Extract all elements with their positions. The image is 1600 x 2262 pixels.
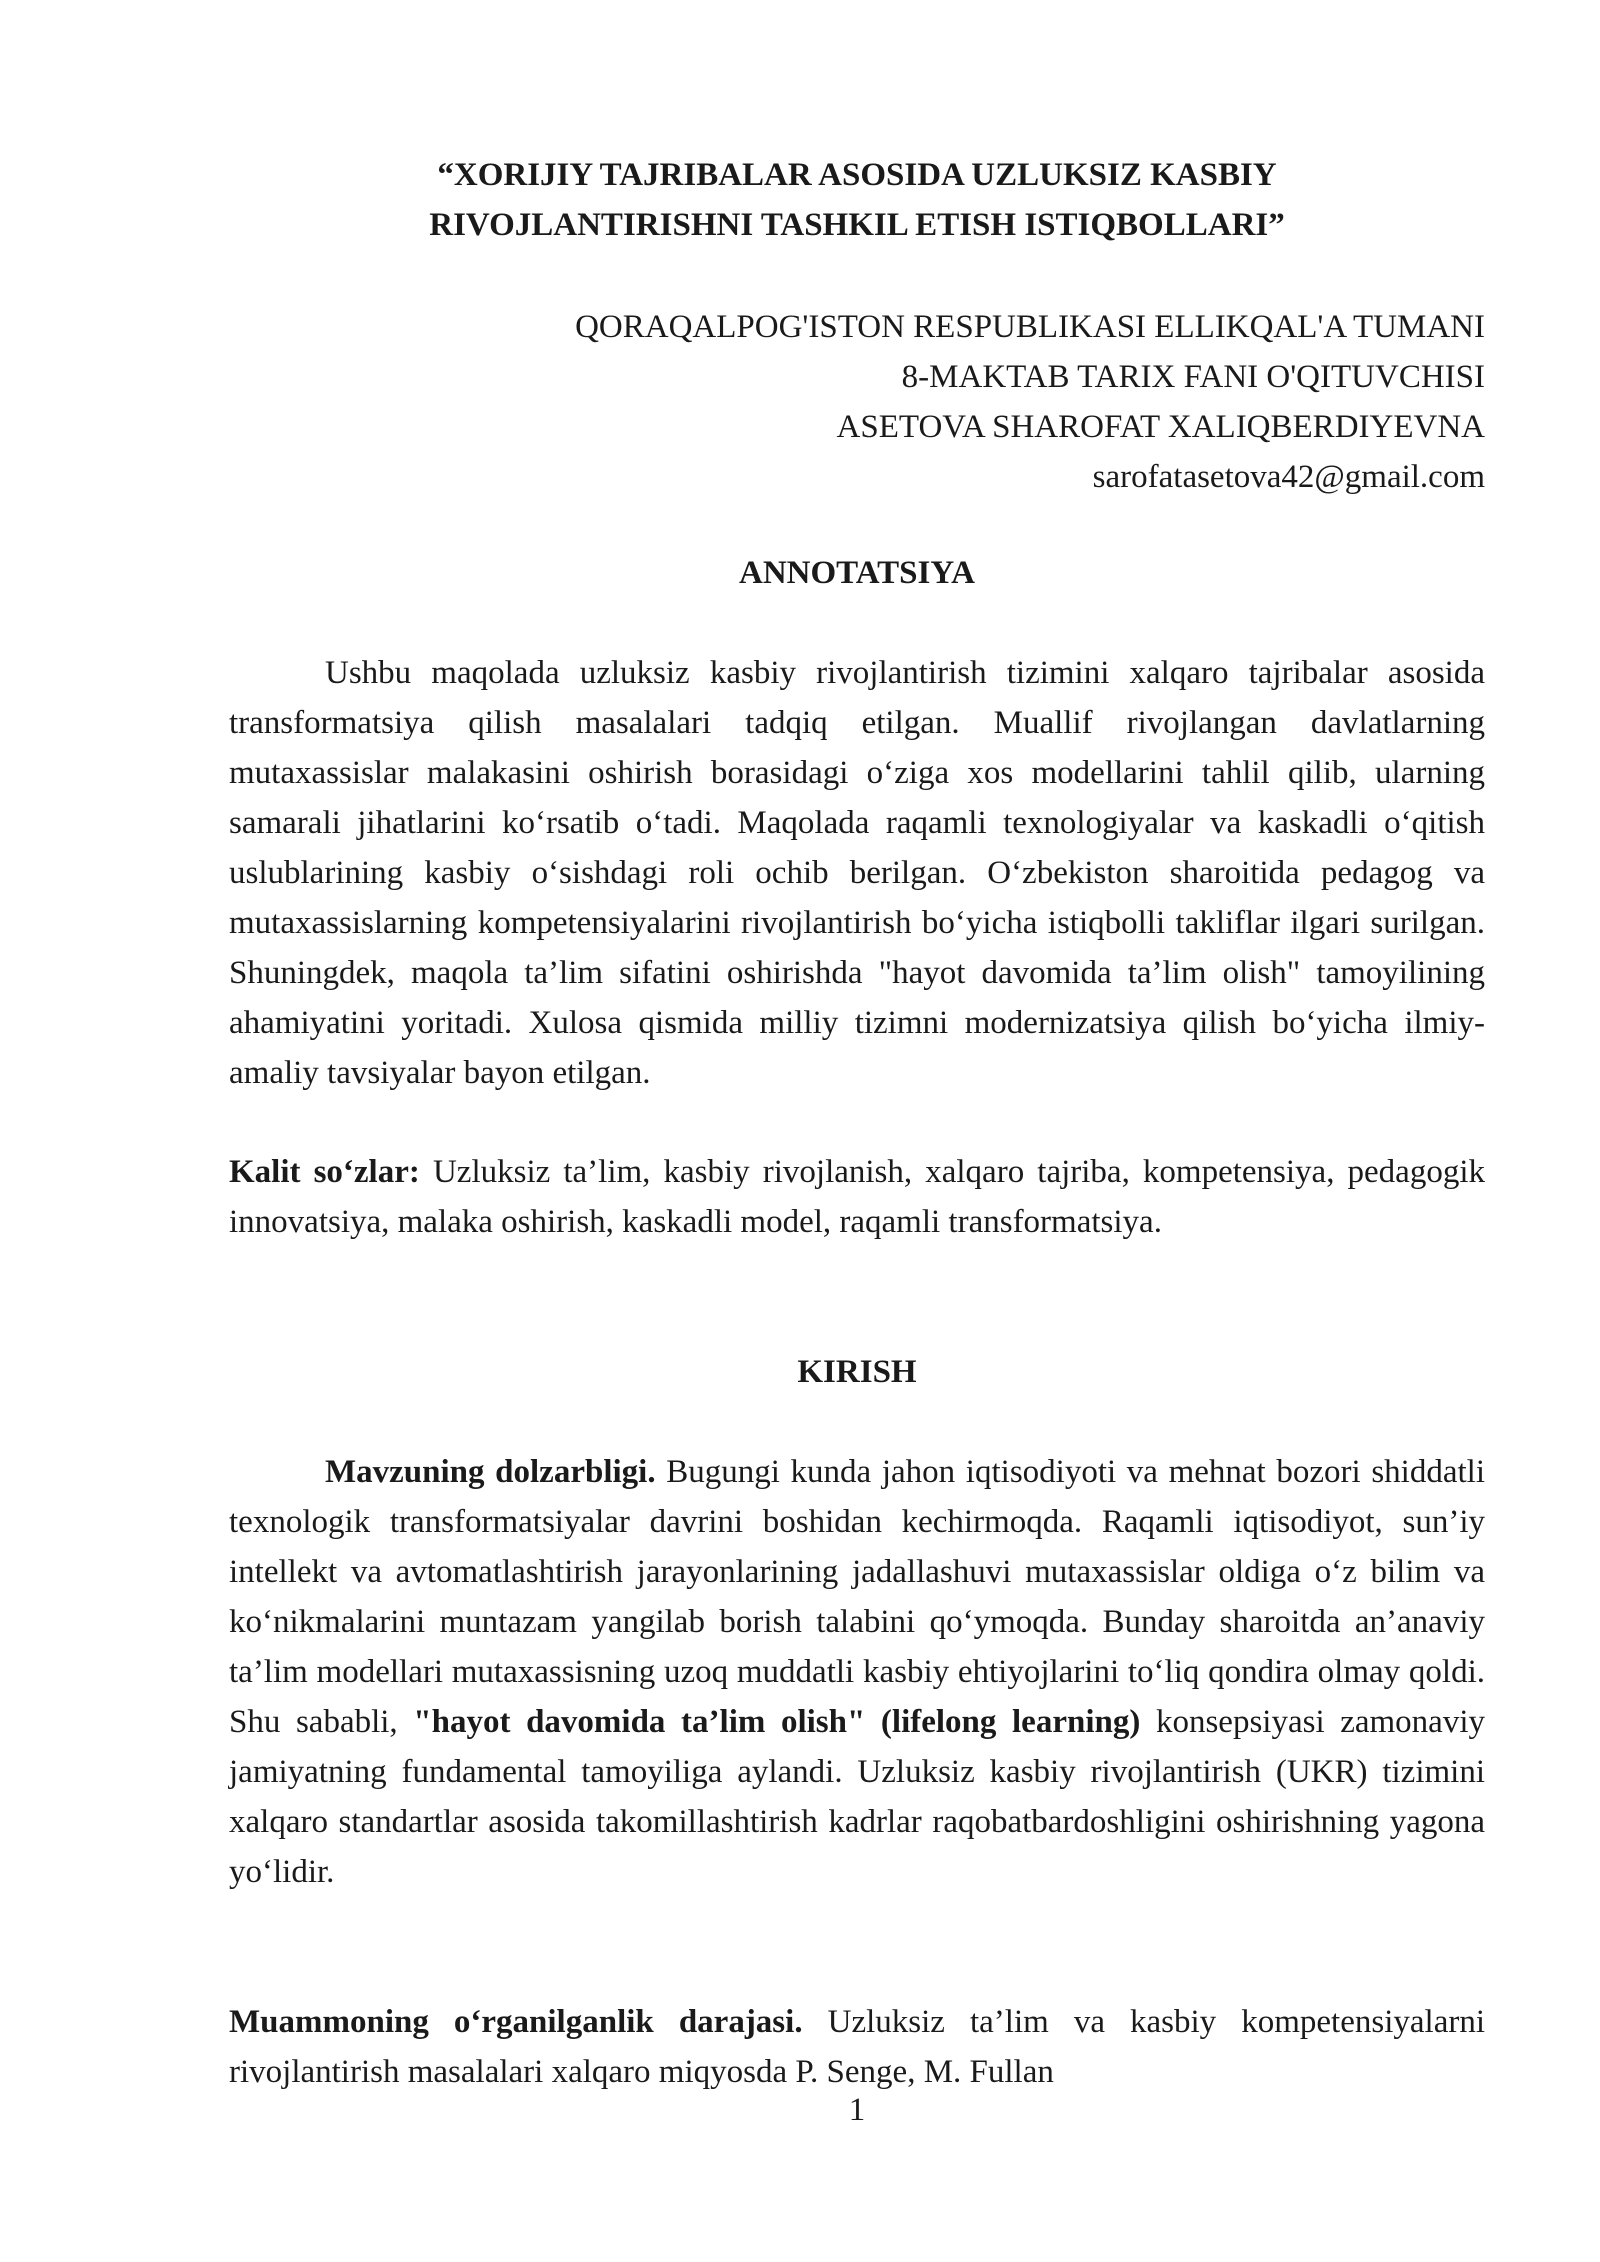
author-block [229,302,1485,502]
author-email: sarofatasetova42@gmail.com [1092,459,1485,495]
author-name: ASETOVA SHAROFAT XALIQBERDIYEVNA [836,409,1485,445]
problem-text: Uzluksiz ta’lim va kasbiy kompetensiyalarni rivojlantirish masalalari xalqaro miqyosda P. Senge, M. Fullan [229,2004,1485,2090]
keywords-text: Uzluksiz ta’lim, kasbiy rivojlanish, xalqaro tajriba, kompetensiya, pedagogik innovatsiya, malaka oshirish, kaskadli model, raqamli transformatsiya. [229,1154,1485,1240]
intro-heading: KIRISH [797,1354,917,1390]
relevance-label: Mavzuning dolzarbligi. [325,1454,656,1490]
problem-label: Muammoning o‘rganilganlik darajasi. [229,2004,803,2040]
document-title [229,150,1485,250]
author-affiliation-line-2: 8-MAKTAB TARIX FANI O'QITUVCHISI [901,359,1485,395]
keywords-paragraph [229,1147,1485,1247]
relevance-paragraph [229,1447,1485,1897]
lifelong-learning-term: "hayot davomida ta’lim olish" (lifelong learning) [413,1704,1141,1740]
relevance-text-1: Bugungi kunda jahon iqtisodiyoti va mehnat bozori shiddatli texnologik transformatsiyalar davrini boshidan kechirmoqda. Raqamli iqtisodiyot, sun’iy intellekt va avtomatlashtirish jarayonlarining jadallashuvi mutaxassislar oldiga o‘z bilim va ko‘nikmalarini muntazam yangilab borish talabini qo‘ymoqda. Bunday sharoitda an’anaviy ta’lim modellari mutaxassisning uzoq muddatli kasbiy ehtiyojlarini to‘liq qondira olmay qoldi. Shu sababli, [229,1454,1485,1740]
page-number: 1 [848,2092,866,2128]
document-page [229,0,1485,2262]
problem-paragraph [229,1997,1485,2097]
abstract-paragraph: Ushbu maqolada uzluksiz kasbiy rivojlantirish tizimini xalqaro tajribalar asosida transformatsiya qilish masalalari tadqiq etilgan. Muallif rivojlangan davlatlarning mutaxassislar malakasini oshirish borasidagi o‘ziga xos modellarini tahlil qilib, ularning samarali jihatlarini ko‘rsatib o‘tadi. Maqolada raqamli texnologiyalar va kaskadli o‘qitish uslublarining kasbiy o‘sishdagi roli ochib berilgan. O‘zbekiston sharoitida pedagog va mutaxassislarning kompetensiyalarini rivojlantirish bo‘yicha istiqbolli takliflar ilgari surilgan. Shuningdek, maqola ta’lim sifatini oshirishda "hayot davomida ta’lim olish" tamoyilining ahamiyatini yoritadi. Xulosa qismida milliy tizimni modernizatsiya qilish bo‘yicha ilmiy-amaliy tavsiyalar bayon etilgan. [229,655,1485,1091]
title-line-1: “XORIJIY TAJRIBALAR ASOSIDA UZLUKSIZ KASBIY [437,157,1277,193]
author-affiliation-line-1: QORAQALPOG'ISTON RESPUBLIKASI ELLIKQAL'A TUMANI [575,309,1485,345]
relevance-text-2: konsepsiyasi zamonaviy jamiyatning fundamental tamoyiliga aylandi. Uzluksiz kasbiy rivojlantirish (UKR) tizimini xalqaro standartlar asosida takomillashtirish kadrlar raqobatbardoshligini oshirishning yagona yo‘lidir. [229,1704,1485,1890]
title-line-2: RIVOJLANTIRISHNI TASHKIL ETISH ISTIQBOLLARI” [429,207,1285,243]
annotation-heading: ANNOTATSIYA [739,555,975,591]
keywords-label: Kalit so‘zlar: [229,1154,420,1190]
